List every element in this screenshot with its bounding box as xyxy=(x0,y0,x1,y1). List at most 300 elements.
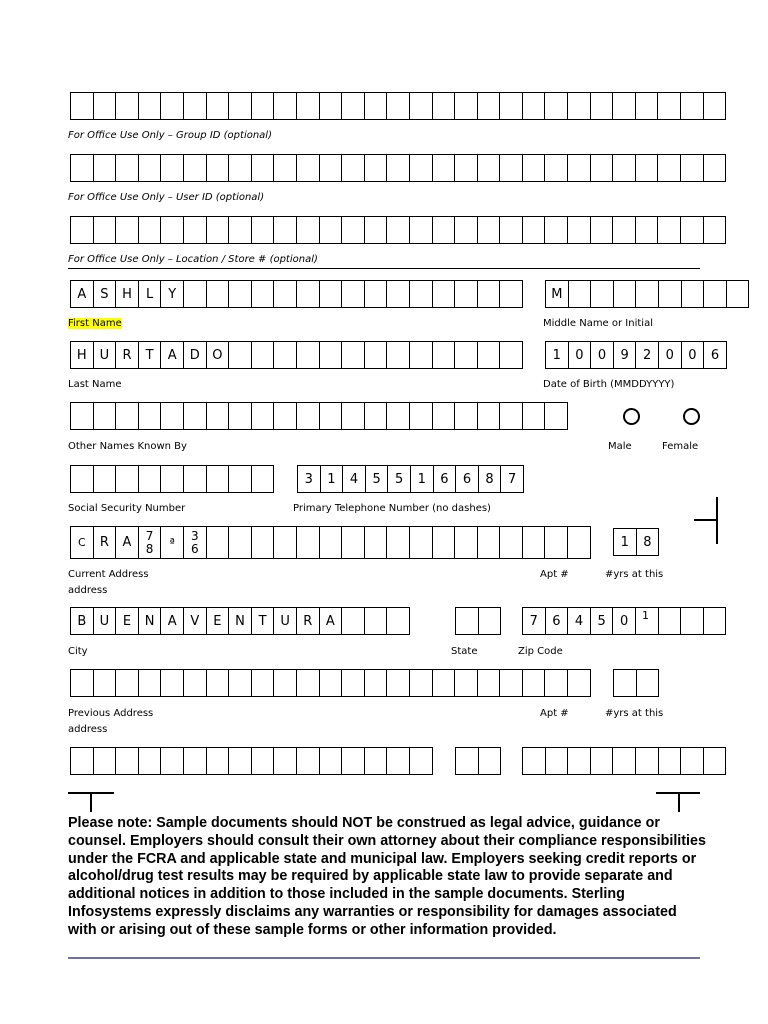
char-box[interactable] xyxy=(342,526,365,559)
char-box[interactable] xyxy=(342,154,365,182)
previous-address-boxes[interactable] xyxy=(70,669,591,697)
char-box[interactable] xyxy=(523,154,546,182)
char-box[interactable] xyxy=(184,747,207,775)
char-box[interactable] xyxy=(545,154,568,182)
char-box[interactable] xyxy=(658,92,681,120)
char-box[interactable] xyxy=(320,402,343,430)
char-box[interactable] xyxy=(94,747,117,775)
char-box[interactable] xyxy=(659,280,682,308)
char-box[interactable] xyxy=(478,669,501,697)
char-box[interactable] xyxy=(94,154,117,182)
char-box[interactable] xyxy=(207,280,230,308)
char-box[interactable] xyxy=(591,154,614,182)
phone-boxes[interactable] xyxy=(297,465,524,493)
char-box[interactable] xyxy=(184,465,207,493)
char-box[interactable] xyxy=(71,402,94,430)
char-box[interactable] xyxy=(139,465,162,493)
char-box[interactable] xyxy=(320,154,343,182)
char-box[interactable] xyxy=(184,669,207,697)
char-box[interactable] xyxy=(94,216,117,244)
char-box[interactable] xyxy=(727,280,750,308)
char-box[interactable] xyxy=(207,216,230,244)
char-box[interactable] xyxy=(410,402,433,430)
char-box[interactable] xyxy=(410,341,433,369)
char-box[interactable] xyxy=(613,92,636,120)
char-box[interactable] xyxy=(365,280,388,308)
char-box[interactable] xyxy=(184,216,207,244)
char-box[interactable] xyxy=(274,526,297,559)
char-box[interactable] xyxy=(479,747,502,775)
char-box[interactable] xyxy=(229,526,252,559)
char-box[interactable] xyxy=(207,526,230,559)
char-box[interactable] xyxy=(545,526,568,559)
char-box[interactable] xyxy=(636,154,659,182)
char-box[interactable] xyxy=(297,341,320,369)
char-box[interactable] xyxy=(455,216,478,244)
char-box[interactable]: 0 xyxy=(591,341,614,369)
char-box[interactable]: R xyxy=(116,341,139,369)
char-box[interactable]: E xyxy=(116,607,139,635)
char-box[interactable] xyxy=(387,280,410,308)
char-box[interactable] xyxy=(568,526,591,559)
char-box[interactable]: 7 xyxy=(523,607,546,635)
char-box[interactable] xyxy=(207,465,230,493)
char-box[interactable] xyxy=(569,280,592,308)
char-box[interactable] xyxy=(410,669,433,697)
char-box[interactable] xyxy=(456,747,479,775)
char-box[interactable] xyxy=(614,280,637,308)
char-box[interactable] xyxy=(297,526,320,559)
char-box[interactable] xyxy=(161,747,184,775)
char-box[interactable]: A xyxy=(161,607,184,635)
char-box[interactable] xyxy=(207,92,230,120)
char-box[interactable] xyxy=(636,747,659,775)
char-box[interactable] xyxy=(320,669,343,697)
char-box[interactable] xyxy=(387,92,410,120)
location-boxes[interactable] xyxy=(70,216,726,244)
middle-name-boxes[interactable] xyxy=(545,280,749,308)
char-box[interactable]: Y xyxy=(161,280,184,308)
char-box[interactable] xyxy=(433,216,456,244)
other-names-boxes[interactable] xyxy=(70,402,568,430)
char-box[interactable]: N xyxy=(229,607,252,635)
dob-boxes[interactable] xyxy=(545,341,727,369)
char-box[interactable]: 2 xyxy=(636,341,659,369)
char-box[interactable] xyxy=(252,92,275,120)
char-box[interactable] xyxy=(523,747,546,775)
char-box[interactable]: 1 xyxy=(546,341,569,369)
char-box[interactable] xyxy=(116,747,139,775)
char-box[interactable] xyxy=(433,341,456,369)
char-box[interactable] xyxy=(207,154,230,182)
char-box[interactable] xyxy=(274,216,297,244)
char-box[interactable] xyxy=(658,216,681,244)
last-name-boxes[interactable] xyxy=(70,341,523,369)
char-box[interactable] xyxy=(365,526,388,559)
char-box[interactable] xyxy=(545,92,568,120)
char-box[interactable] xyxy=(500,92,523,120)
char-box[interactable] xyxy=(433,402,456,430)
char-box[interactable] xyxy=(184,154,207,182)
char-box[interactable] xyxy=(704,154,727,182)
char-box[interactable] xyxy=(229,154,252,182)
char-box[interactable] xyxy=(71,92,94,120)
char-box[interactable] xyxy=(681,607,704,635)
char-box[interactable] xyxy=(297,747,320,775)
char-box[interactable] xyxy=(387,341,410,369)
char-box[interactable] xyxy=(433,280,456,308)
char-box[interactable] xyxy=(320,526,343,559)
char-box[interactable] xyxy=(387,526,410,559)
previous-zip-boxes[interactable] xyxy=(522,747,726,775)
char-box[interactable] xyxy=(207,402,230,430)
char-box[interactable] xyxy=(342,280,365,308)
char-box[interactable]: 5 xyxy=(388,465,411,493)
char-box[interactable]: R xyxy=(94,526,117,559)
char-box[interactable] xyxy=(184,402,207,430)
char-box[interactable]: U xyxy=(94,341,117,369)
char-box[interactable] xyxy=(704,607,727,635)
char-box[interactable] xyxy=(636,216,659,244)
char-box[interactable] xyxy=(478,154,501,182)
char-box[interactable] xyxy=(71,669,94,697)
char-box[interactable] xyxy=(478,216,501,244)
char-box[interactable]: H xyxy=(71,341,94,369)
char-box[interactable] xyxy=(410,280,433,308)
char-box[interactable] xyxy=(500,669,523,697)
char-box[interactable] xyxy=(71,154,94,182)
char-box[interactable] xyxy=(704,216,727,244)
char-box[interactable] xyxy=(704,92,727,120)
char-box[interactable] xyxy=(637,669,660,697)
previous-state-boxes[interactable] xyxy=(455,747,501,775)
char-box[interactable] xyxy=(591,216,614,244)
char-box[interactable] xyxy=(342,341,365,369)
char-box[interactable] xyxy=(455,92,478,120)
char-box[interactable] xyxy=(433,526,456,559)
char-box[interactable]: 3 xyxy=(298,465,321,493)
ssn-boxes[interactable] xyxy=(70,465,274,493)
char-box[interactable] xyxy=(681,747,704,775)
char-box[interactable]: H xyxy=(116,280,139,308)
char-box[interactable] xyxy=(365,154,388,182)
char-box[interactable] xyxy=(433,154,456,182)
char-box[interactable]: A xyxy=(320,607,343,635)
char-box[interactable]: U xyxy=(94,607,117,635)
char-box[interactable] xyxy=(297,154,320,182)
char-box[interactable] xyxy=(274,402,297,430)
char-box[interactable] xyxy=(297,92,320,120)
char-box[interactable]: 1 xyxy=(614,528,637,556)
char-box[interactable]: 0 xyxy=(569,341,592,369)
char-box[interactable]: 1 xyxy=(411,465,434,493)
char-box[interactable] xyxy=(455,341,478,369)
char-box[interactable] xyxy=(523,402,546,430)
char-box[interactable] xyxy=(500,216,523,244)
char-box[interactable] xyxy=(387,216,410,244)
male-radio[interactable] xyxy=(623,408,640,425)
char-box[interactable] xyxy=(274,669,297,697)
char-box[interactable] xyxy=(252,465,275,493)
char-box[interactable] xyxy=(94,669,117,697)
char-box[interactable] xyxy=(139,92,162,120)
char-box[interactable] xyxy=(297,280,320,308)
char-box[interactable] xyxy=(274,92,297,120)
char-box[interactable] xyxy=(184,280,207,308)
char-box[interactable] xyxy=(568,747,591,775)
char-box[interactable] xyxy=(207,747,230,775)
char-box[interactable] xyxy=(591,92,614,120)
char-box[interactable]: 4 xyxy=(343,465,366,493)
char-box[interactable]: V xyxy=(184,607,207,635)
char-box[interactable] xyxy=(365,216,388,244)
char-box[interactable] xyxy=(568,669,591,697)
char-box[interactable] xyxy=(500,280,523,308)
char-box[interactable] xyxy=(568,92,591,120)
char-box[interactable] xyxy=(252,154,275,182)
char-box[interactable] xyxy=(229,402,252,430)
current-years-boxes[interactable] xyxy=(613,528,659,556)
char-box[interactable] xyxy=(523,669,546,697)
char-box[interactable] xyxy=(139,216,162,244)
char-box[interactable] xyxy=(546,747,569,775)
char-box[interactable] xyxy=(455,280,478,308)
char-box[interactable]: 6 xyxy=(704,341,727,369)
char-box[interactable] xyxy=(342,747,365,775)
char-box[interactable] xyxy=(297,216,320,244)
char-box[interactable]: E xyxy=(207,607,230,635)
group-id-boxes[interactable] xyxy=(70,92,726,120)
char-box[interactable]: ª xyxy=(161,526,184,559)
char-box[interactable] xyxy=(94,92,117,120)
char-box[interactable] xyxy=(365,402,388,430)
char-box[interactable] xyxy=(71,216,94,244)
char-box[interactable] xyxy=(71,747,94,775)
char-box[interactable] xyxy=(478,526,501,559)
char-box[interactable] xyxy=(387,402,410,430)
char-box[interactable]: 5 xyxy=(591,607,614,635)
char-box[interactable] xyxy=(94,402,117,430)
char-box[interactable] xyxy=(500,526,523,559)
char-box[interactable] xyxy=(297,402,320,430)
current-address-boxes[interactable] xyxy=(70,526,591,559)
char-box[interactable] xyxy=(252,402,275,430)
char-box[interactable]: 4 xyxy=(568,607,591,635)
char-box[interactable] xyxy=(568,216,591,244)
char-box[interactable] xyxy=(207,669,230,697)
char-box[interactable] xyxy=(252,341,275,369)
previous-years-boxes[interactable] xyxy=(613,669,659,697)
char-box[interactable] xyxy=(636,92,659,120)
char-box[interactable] xyxy=(320,216,343,244)
char-box[interactable] xyxy=(274,154,297,182)
char-box[interactable] xyxy=(342,216,365,244)
char-box[interactable] xyxy=(636,280,659,308)
char-box[interactable] xyxy=(252,747,275,775)
char-box[interactable] xyxy=(387,747,410,775)
char-box[interactable]: L xyxy=(139,280,162,308)
char-box[interactable] xyxy=(229,747,252,775)
char-box[interactable] xyxy=(478,341,501,369)
char-box[interactable] xyxy=(410,747,433,775)
char-box[interactable]: A xyxy=(71,280,94,308)
char-box[interactable]: D xyxy=(184,341,207,369)
char-box[interactable]: 8 xyxy=(479,465,502,493)
char-box[interactable] xyxy=(116,92,139,120)
female-radio[interactable] xyxy=(683,408,700,425)
char-box[interactable] xyxy=(71,465,94,493)
char-box[interactable] xyxy=(500,154,523,182)
char-box[interactable] xyxy=(274,341,297,369)
char-box[interactable] xyxy=(229,280,252,308)
char-box[interactable] xyxy=(116,402,139,430)
char-box[interactable] xyxy=(500,341,523,369)
char-box[interactable] xyxy=(387,669,410,697)
char-box[interactable] xyxy=(365,92,388,120)
user-id-boxes[interactable] xyxy=(70,154,726,182)
char-box[interactable] xyxy=(387,154,410,182)
state-boxes[interactable] xyxy=(455,607,501,635)
char-box[interactable] xyxy=(545,669,568,697)
char-box[interactable] xyxy=(523,92,546,120)
char-box[interactable] xyxy=(682,280,705,308)
char-box[interactable] xyxy=(568,154,591,182)
char-box[interactable] xyxy=(591,280,614,308)
char-box[interactable] xyxy=(591,747,614,775)
char-box[interactable] xyxy=(252,669,275,697)
char-box[interactable] xyxy=(410,216,433,244)
char-box[interactable]: A xyxy=(116,526,139,559)
char-box[interactable] xyxy=(161,669,184,697)
char-box[interactable] xyxy=(161,465,184,493)
char-box[interactable] xyxy=(161,402,184,430)
char-box[interactable] xyxy=(252,526,275,559)
char-box[interactable] xyxy=(613,747,636,775)
char-box[interactable] xyxy=(659,607,682,635)
char-box[interactable] xyxy=(523,526,546,559)
char-box[interactable]: O xyxy=(207,341,230,369)
previous-city-boxes[interactable] xyxy=(70,747,433,775)
char-box[interactable]: 6 xyxy=(434,465,457,493)
char-box[interactable] xyxy=(342,402,365,430)
char-box[interactable] xyxy=(455,402,478,430)
char-box[interactable] xyxy=(478,280,501,308)
char-box[interactable] xyxy=(116,465,139,493)
char-box[interactable] xyxy=(704,747,727,775)
char-box[interactable] xyxy=(365,747,388,775)
char-box[interactable] xyxy=(614,669,637,697)
char-box[interactable]: 0 xyxy=(682,341,705,369)
char-box[interactable] xyxy=(410,154,433,182)
char-box[interactable] xyxy=(139,154,162,182)
char-box[interactable] xyxy=(613,154,636,182)
char-box[interactable] xyxy=(320,747,343,775)
char-box[interactable] xyxy=(545,402,568,430)
char-box[interactable]: 1 xyxy=(321,465,344,493)
char-box[interactable]: 5 xyxy=(366,465,389,493)
char-box[interactable] xyxy=(184,526,207,559)
char-box[interactable] xyxy=(545,216,568,244)
char-box[interactable] xyxy=(274,280,297,308)
char-box[interactable] xyxy=(365,669,388,697)
char-box[interactable] xyxy=(252,280,275,308)
char-box[interactable]: 7 xyxy=(501,465,524,493)
char-box[interactable] xyxy=(342,607,365,635)
char-box[interactable]: 0 xyxy=(659,341,682,369)
char-box[interactable] xyxy=(252,216,275,244)
char-box[interactable] xyxy=(229,669,252,697)
char-box[interactable]: S xyxy=(94,280,117,308)
char-box[interactable]: 8 xyxy=(637,528,660,556)
char-box[interactable]: R xyxy=(297,607,320,635)
char-box[interactable] xyxy=(658,154,681,182)
city-boxes[interactable] xyxy=(70,607,410,635)
char-box[interactable]: T xyxy=(139,341,162,369)
char-box[interactable]: 6 xyxy=(546,607,569,635)
char-box[interactable] xyxy=(116,216,139,244)
char-box[interactable] xyxy=(455,669,478,697)
char-box[interactable] xyxy=(613,216,636,244)
char-box[interactable]: A xyxy=(161,341,184,369)
char-box[interactable] xyxy=(229,92,252,120)
char-box[interactable] xyxy=(479,607,502,635)
char-box[interactable] xyxy=(320,341,343,369)
char-box[interactable] xyxy=(500,402,523,430)
char-box[interactable] xyxy=(681,216,704,244)
char-box[interactable] xyxy=(94,465,117,493)
char-box[interactable]: N xyxy=(139,607,162,635)
char-box[interactable] xyxy=(161,154,184,182)
char-box[interactable] xyxy=(478,402,501,430)
char-box[interactable] xyxy=(455,154,478,182)
char-box[interactable] xyxy=(681,92,704,120)
char-box[interactable] xyxy=(229,216,252,244)
char-box[interactable] xyxy=(342,92,365,120)
char-box[interactable] xyxy=(320,92,343,120)
char-box[interactable] xyxy=(161,216,184,244)
char-box[interactable] xyxy=(523,216,546,244)
char-box[interactable]: B xyxy=(71,607,94,635)
char-box[interactable] xyxy=(410,526,433,559)
char-box[interactable] xyxy=(139,526,162,559)
char-box[interactable] xyxy=(139,669,162,697)
char-box[interactable] xyxy=(478,92,501,120)
char-box[interactable]: C xyxy=(71,526,94,559)
char-box[interactable]: 1 xyxy=(636,607,659,635)
char-box[interactable] xyxy=(342,669,365,697)
char-box[interactable] xyxy=(139,402,162,430)
zip-boxes[interactable] xyxy=(522,607,726,635)
char-box[interactable] xyxy=(681,154,704,182)
char-box[interactable] xyxy=(456,607,479,635)
char-box[interactable]: 6 xyxy=(456,465,479,493)
char-box[interactable]: M xyxy=(546,280,569,308)
char-box[interactable] xyxy=(365,607,388,635)
char-box[interactable] xyxy=(433,669,456,697)
char-box[interactable] xyxy=(297,669,320,697)
char-box[interactable] xyxy=(320,280,343,308)
char-box[interactable] xyxy=(116,154,139,182)
char-box[interactable] xyxy=(365,341,388,369)
char-box[interactable] xyxy=(659,747,682,775)
char-box[interactable] xyxy=(387,607,410,635)
char-box[interactable] xyxy=(139,747,162,775)
char-box[interactable]: U xyxy=(274,607,297,635)
char-box[interactable] xyxy=(455,526,478,559)
char-box[interactable] xyxy=(274,747,297,775)
char-box[interactable] xyxy=(410,92,433,120)
char-box[interactable] xyxy=(704,280,727,308)
